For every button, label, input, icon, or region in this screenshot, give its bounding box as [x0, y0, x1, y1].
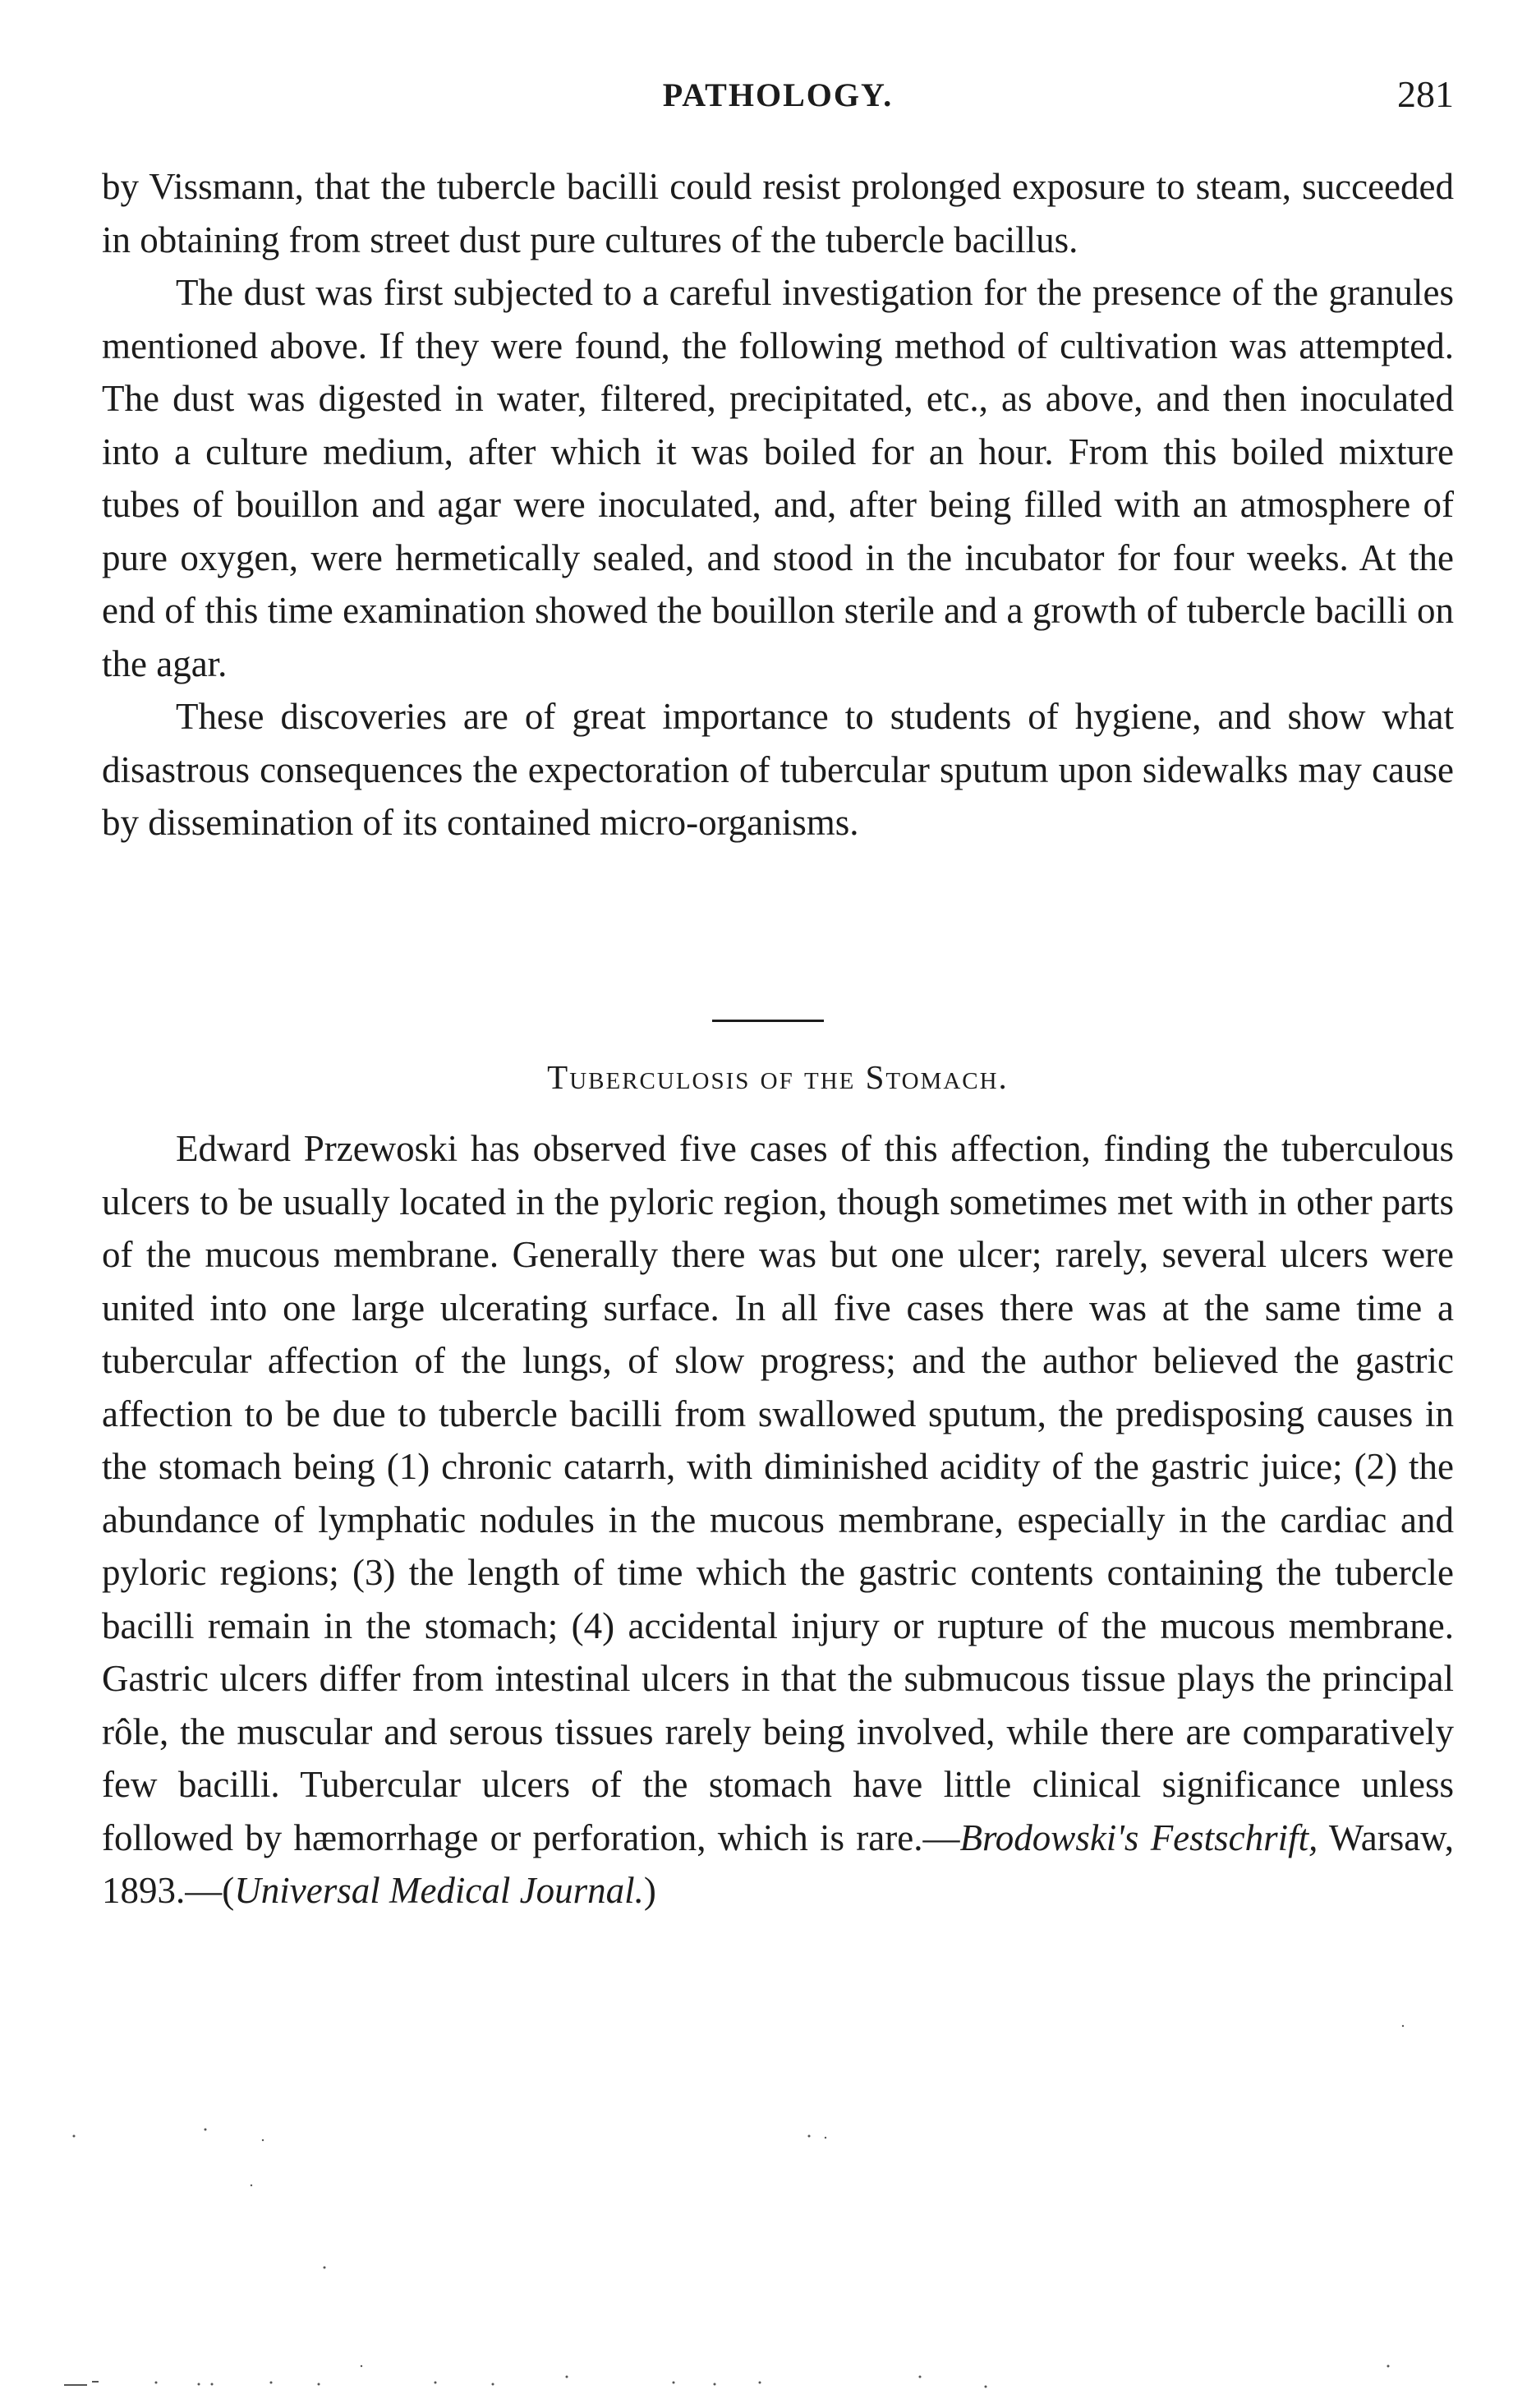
citation-place: Warsaw, 1893.—( — [102, 1816, 1454, 1911]
citation-close: ) — [643, 1870, 656, 1911]
citation-author: Brodowski's Festschrift, — [959, 1816, 1318, 1858]
citation-journal: Universal Medical Journal. — [234, 1870, 644, 1911]
paragraph-continued: by Vissmann, that the tubercle bacilli could resist prolonged exposure to steam, succeeded in obtaining from street dust pure cultures of the tubercle bacillus. — [102, 166, 1454, 260]
paragraph-dust-cultivation: The dust was first subjected to a careful investigation for the presence of the granules mentioned above. If they were found, the following method of cultivation was attempted. The dust was digested in water, filtered, precipitated, etc., as above, and then inoculated into a culture medium, after which it was boiled for an hour. From this boiled mixture tubes of bouillon and agar were inoculated, and, after being filled with an atmosphere of pure oxygen, were hermetically sealed, and stood in the incubator for four weeks. At the end of this time examination showed the bouillon sterile and a growth of tubercle bacilli on the agar. — [102, 272, 1454, 684]
paragraph-body: Edward Przewoski has observed five cases of this affection, finding the tuberculous ulcers to be usually located in the pyloric region, though sometimes met with in other parts of the mucous membrane. Generally there was but one ulcer; rarely, several ulcers were united into one large ulcerating surface. In all five cases there was at the same time a tubercular affection of the lungs, of slow progress; and the author believed the gastric affection to be due to tubercle bacilli from swallowed sputum, the predisposing causes in the stomach being (1) chronic catarrh, with diminished acidity of the gastric juice; (2) the abundance of lymphatic nodules in the mucous membrane, especially in the cardiac and pyloric regions; (3) the length of time which the gastric contents containing the tubercle bacilli remain in the stomach; (4) accidental injury or rupture of the mucous membrane. Gastric ulcers differ from intestinal ulcers in that the submucous tissue plays the principal rôle, the muscular and serous tissues rarely being involved, while there are comparatively few bacilli. Tubercular ulcers of the stomach have little clinical significance unless followed by hæmorrhage or perforation, which is rare.— — [102, 1128, 1454, 1858]
section-heading: Tuberculosis of the Stomach. — [547, 1058, 1009, 1096]
paragraph-hygiene: These discoveries are of great importance to students of hygiene, and show what disastrous consequences the expectoration of tubercular sputum upon sidewalks may cause by dissemination of its contained micro-organisms. — [102, 696, 1454, 843]
running-title: PATHOLOGY. — [662, 76, 894, 113]
page-number: 281 — [1397, 73, 1454, 115]
